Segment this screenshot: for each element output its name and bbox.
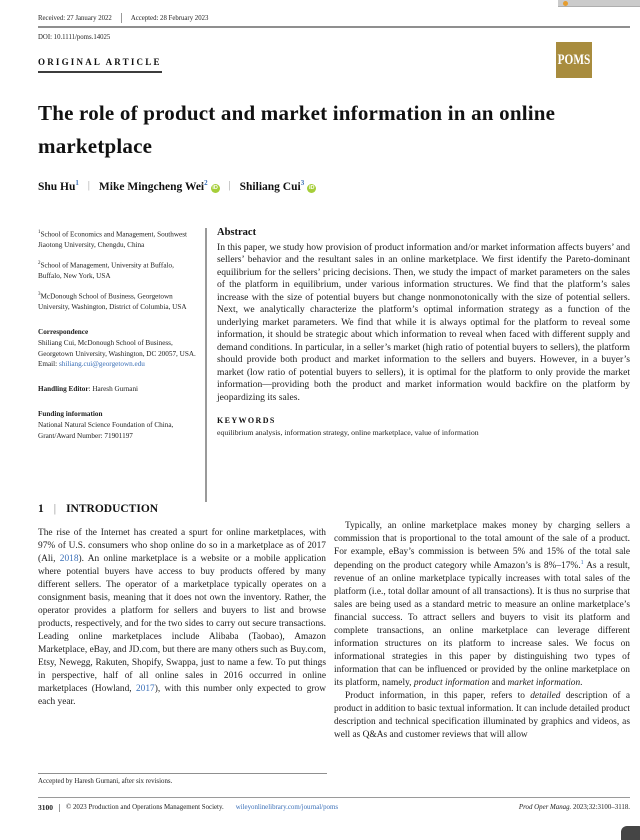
author-name: Shiliang Cui <box>239 180 301 193</box>
orange-dot-icon <box>563 1 568 6</box>
text-segment: and <box>489 677 508 688</box>
browser-edge-artifact <box>558 0 640 7</box>
affiliation-text: School of Management, University at Buffalo, Buffalo, New York, USA <box>38 261 174 281</box>
keywords-heading: KEYWORDS <box>217 416 276 426</box>
accepted-date: Accepted: 28 February 2023 <box>130 14 209 22</box>
abstract-divider <box>205 228 207 502</box>
text-segment: ). An online marketplace is a website or a mobile application where potential buyers have access to buy products offered by many different sellers. The operator of a marketplace typically operates on a consignment basis, meaning that it does not own the inventory. Rather, the operator provides a platform for sellers and buyers to list and browse products, respectively, and for the two sides to carry out secure transactions. Leading online marketplaces include Alibaba (Taobao), Amazon Marketplace, eBay, and JD.com, but there are many others such as Buy.com, Etsy, Newegg, Rakuten, Shopify, Swappa, just to name a few. To put things in perspective, half of all online sales in 2016 occurred in online marketplaces (Howland, <box>38 553 326 694</box>
author <box>38 179 79 193</box>
doi: DOI: 10.1111/poms.14025 <box>38 34 111 41</box>
affiliation-sup: 1 <box>38 230 41 235</box>
correspondence-block <box>38 327 196 370</box>
journal-citation <box>519 804 630 811</box>
header-rule <box>38 26 630 28</box>
text-segment: product information <box>413 677 490 688</box>
handling-editor-block <box>38 384 196 395</box>
section-title: INTRODUCTION <box>66 503 159 515</box>
funding-heading: Funding information <box>38 409 103 418</box>
inline-citation-link[interactable]: 1 <box>580 559 584 566</box>
footer-rule <box>38 797 630 798</box>
inline-citation-link[interactable]: 2017 <box>135 683 155 694</box>
affiliation <box>38 291 196 313</box>
body-column-right <box>334 520 630 742</box>
author-separator: | <box>228 180 231 192</box>
body-column-left <box>38 527 326 709</box>
handling-editor-label: Handling Editor <box>38 385 89 394</box>
abstract-section <box>217 227 630 437</box>
divider <box>59 804 60 812</box>
author-affiliation-sup: 1 <box>75 179 79 187</box>
affiliation-sup: 2 <box>38 260 41 266</box>
text-segment: As a result, revenue of an online marketplace typically increases with total sales of the platform (i.e., total dollar amount of all transactions). It is thus no surprise that sales are being used as a standard metric to measure an online marketplace’s financial success. To attract sellers and buyers to visit its platform and complete transactions, an online marketplace can leverage different information structures on its platform to increase sales. We focus on informational strategies in this paper by distinguishing two types of information that can be influenced or provided by the online marketplace on its platform, namely, <box>334 561 630 688</box>
text-segment: detailed <box>530 690 561 701</box>
article-info-column <box>38 229 196 450</box>
text-segment: description of a product in addition to basic textual information. It can include detailed product description and technical specification illuminated by graphics and videos, as well as Q&As and customer reviews that will allow <box>334 690 630 740</box>
received-date: Received: 27 January 2022 <box>38 14 112 22</box>
affiliation <box>38 229 196 251</box>
author-affiliation-sup: 2 <box>204 179 208 187</box>
orcid-icon[interactable]: iD <box>212 184 218 191</box>
text-segment: market information <box>507 677 581 688</box>
article-type-label: ORIGINAL ARTICLE <box>38 57 162 73</box>
email-label: Email: <box>38 360 59 369</box>
acceptance-footnote: Accepted by Haresh Gurnani, after six revisions. <box>38 773 327 785</box>
page-footer <box>38 803 630 812</box>
affiliation-sup: 3 <box>38 291 41 297</box>
paragraph <box>38 527 326 709</box>
handling-editor-name: : Haresh Gurnani <box>88 385 139 394</box>
text-segment: ), with this number only expected to grow each year. <box>38 683 326 707</box>
citation-pages: 2023;32:3100–3118. <box>571 804 630 811</box>
page-number: 3100 <box>38 803 53 812</box>
page-title: The role of product and market information in an online marketplace <box>38 101 556 158</box>
affiliation <box>38 260 196 282</box>
poms-logo-text: POMS <box>557 51 591 68</box>
author-list <box>38 179 316 193</box>
journal-url-link[interactable]: wileyonlinelibrary.com/journal/poms <box>235 804 339 811</box>
journal-name: Prod Oper Manag. <box>518 804 572 811</box>
author <box>99 179 220 193</box>
corner-ui-artifact <box>621 826 640 840</box>
email-link[interactable]: shiliang.cui@georgetown.edu <box>58 360 145 369</box>
text-segment: Typically, an online marketplace makes money by charging sellers a commission that is proportional to the total amount of the sale of a product. For example, eBay’s commission is between 5% and 15% of the total sale depending on the product category while Amazon’s is 8%–17%. <box>334 521 630 572</box>
funding-text: National Natural Science Foundation of China, Grant/Award Number: 71901197 <box>38 420 174 440</box>
abstract-heading: Abstract <box>217 227 257 238</box>
author-separator: | <box>87 180 90 192</box>
text-segment: The rise of the Internet has created a spurt for online marketplaces, with 97% of U.S. consumers who shop online do so in a marketplace as of 2017 (Ali, <box>38 528 326 564</box>
correspondence-text: Shiliang Cui, McDonough School of Business, Georgetown University, Washington, DC 20057, USA. <box>38 338 196 358</box>
affiliation-text: McDonough School of Business, Georgetown University, Washington, District of Columbia, USA <box>38 292 187 312</box>
text-segment: . <box>580 677 583 688</box>
divider <box>121 13 122 23</box>
funding-block <box>38 409 196 441</box>
keywords-list: equilibrium analysis, information strategy, online marketplace, value of information <box>217 428 479 438</box>
paragraph <box>334 690 630 742</box>
copyright-text: © 2023 Production and Operations Management Society. <box>66 804 224 811</box>
author-affiliation-sup: 3 <box>300 179 305 187</box>
author-name: Shu Hu <box>38 180 76 193</box>
orcid-icon[interactable]: iD <box>308 184 315 191</box>
author <box>240 179 317 193</box>
text-segment: Product information, in this paper, refers to <box>345 690 531 701</box>
abstract-text: In this paper, we study how provision of product information and/or market information affects buyers’ and sellers’ behavior and the resultant sales in an online marketplace. We first identify the Pareto-dominant equilibrium for the sellers’ pricing decisions. Then, we study the impact of market parameters on the sales of the platform in equilibrium, under various information structures. We find that the platform’s sales increase with the size of potential buyers but change nonmonotonically with the size of potential sellers. Next, we analytically characterize the platform’s optimal information strategy as a function of the underlying market parameters. We find that while it is always optimal for the platform to reveal some information, it should be strategic about which information to reveal when faced with different supply and demand conditions. In particular, in a seller’s market (high ratio of potential buyers to sellers), the platform should provide both product and market information to the sellers and buyers. However, in a buyer’s market (low ratio of potential buyers to sellers), it is optimal for the platform to only provide the market information—providing both the product and market information would backfire on the platform by jeopardizing its sales. <box>217 242 630 403</box>
author-name: Mike Mingcheng Wei <box>98 180 205 193</box>
section-heading-introduction <box>38 503 158 515</box>
poms-journal-logo <box>556 42 592 78</box>
keywords-section <box>217 416 630 437</box>
section-separator: | <box>53 503 57 515</box>
submission-dates <box>38 13 208 23</box>
affiliation-text: School of Economics and Management, Southwest Jiaotong University, Chengdu, China <box>38 230 188 250</box>
section-number: 1 <box>38 503 44 515</box>
paragraph <box>334 520 630 690</box>
inline-citation-link[interactable]: 2018 <box>59 553 79 564</box>
correspondence-heading: Correspondence <box>38 327 89 336</box>
